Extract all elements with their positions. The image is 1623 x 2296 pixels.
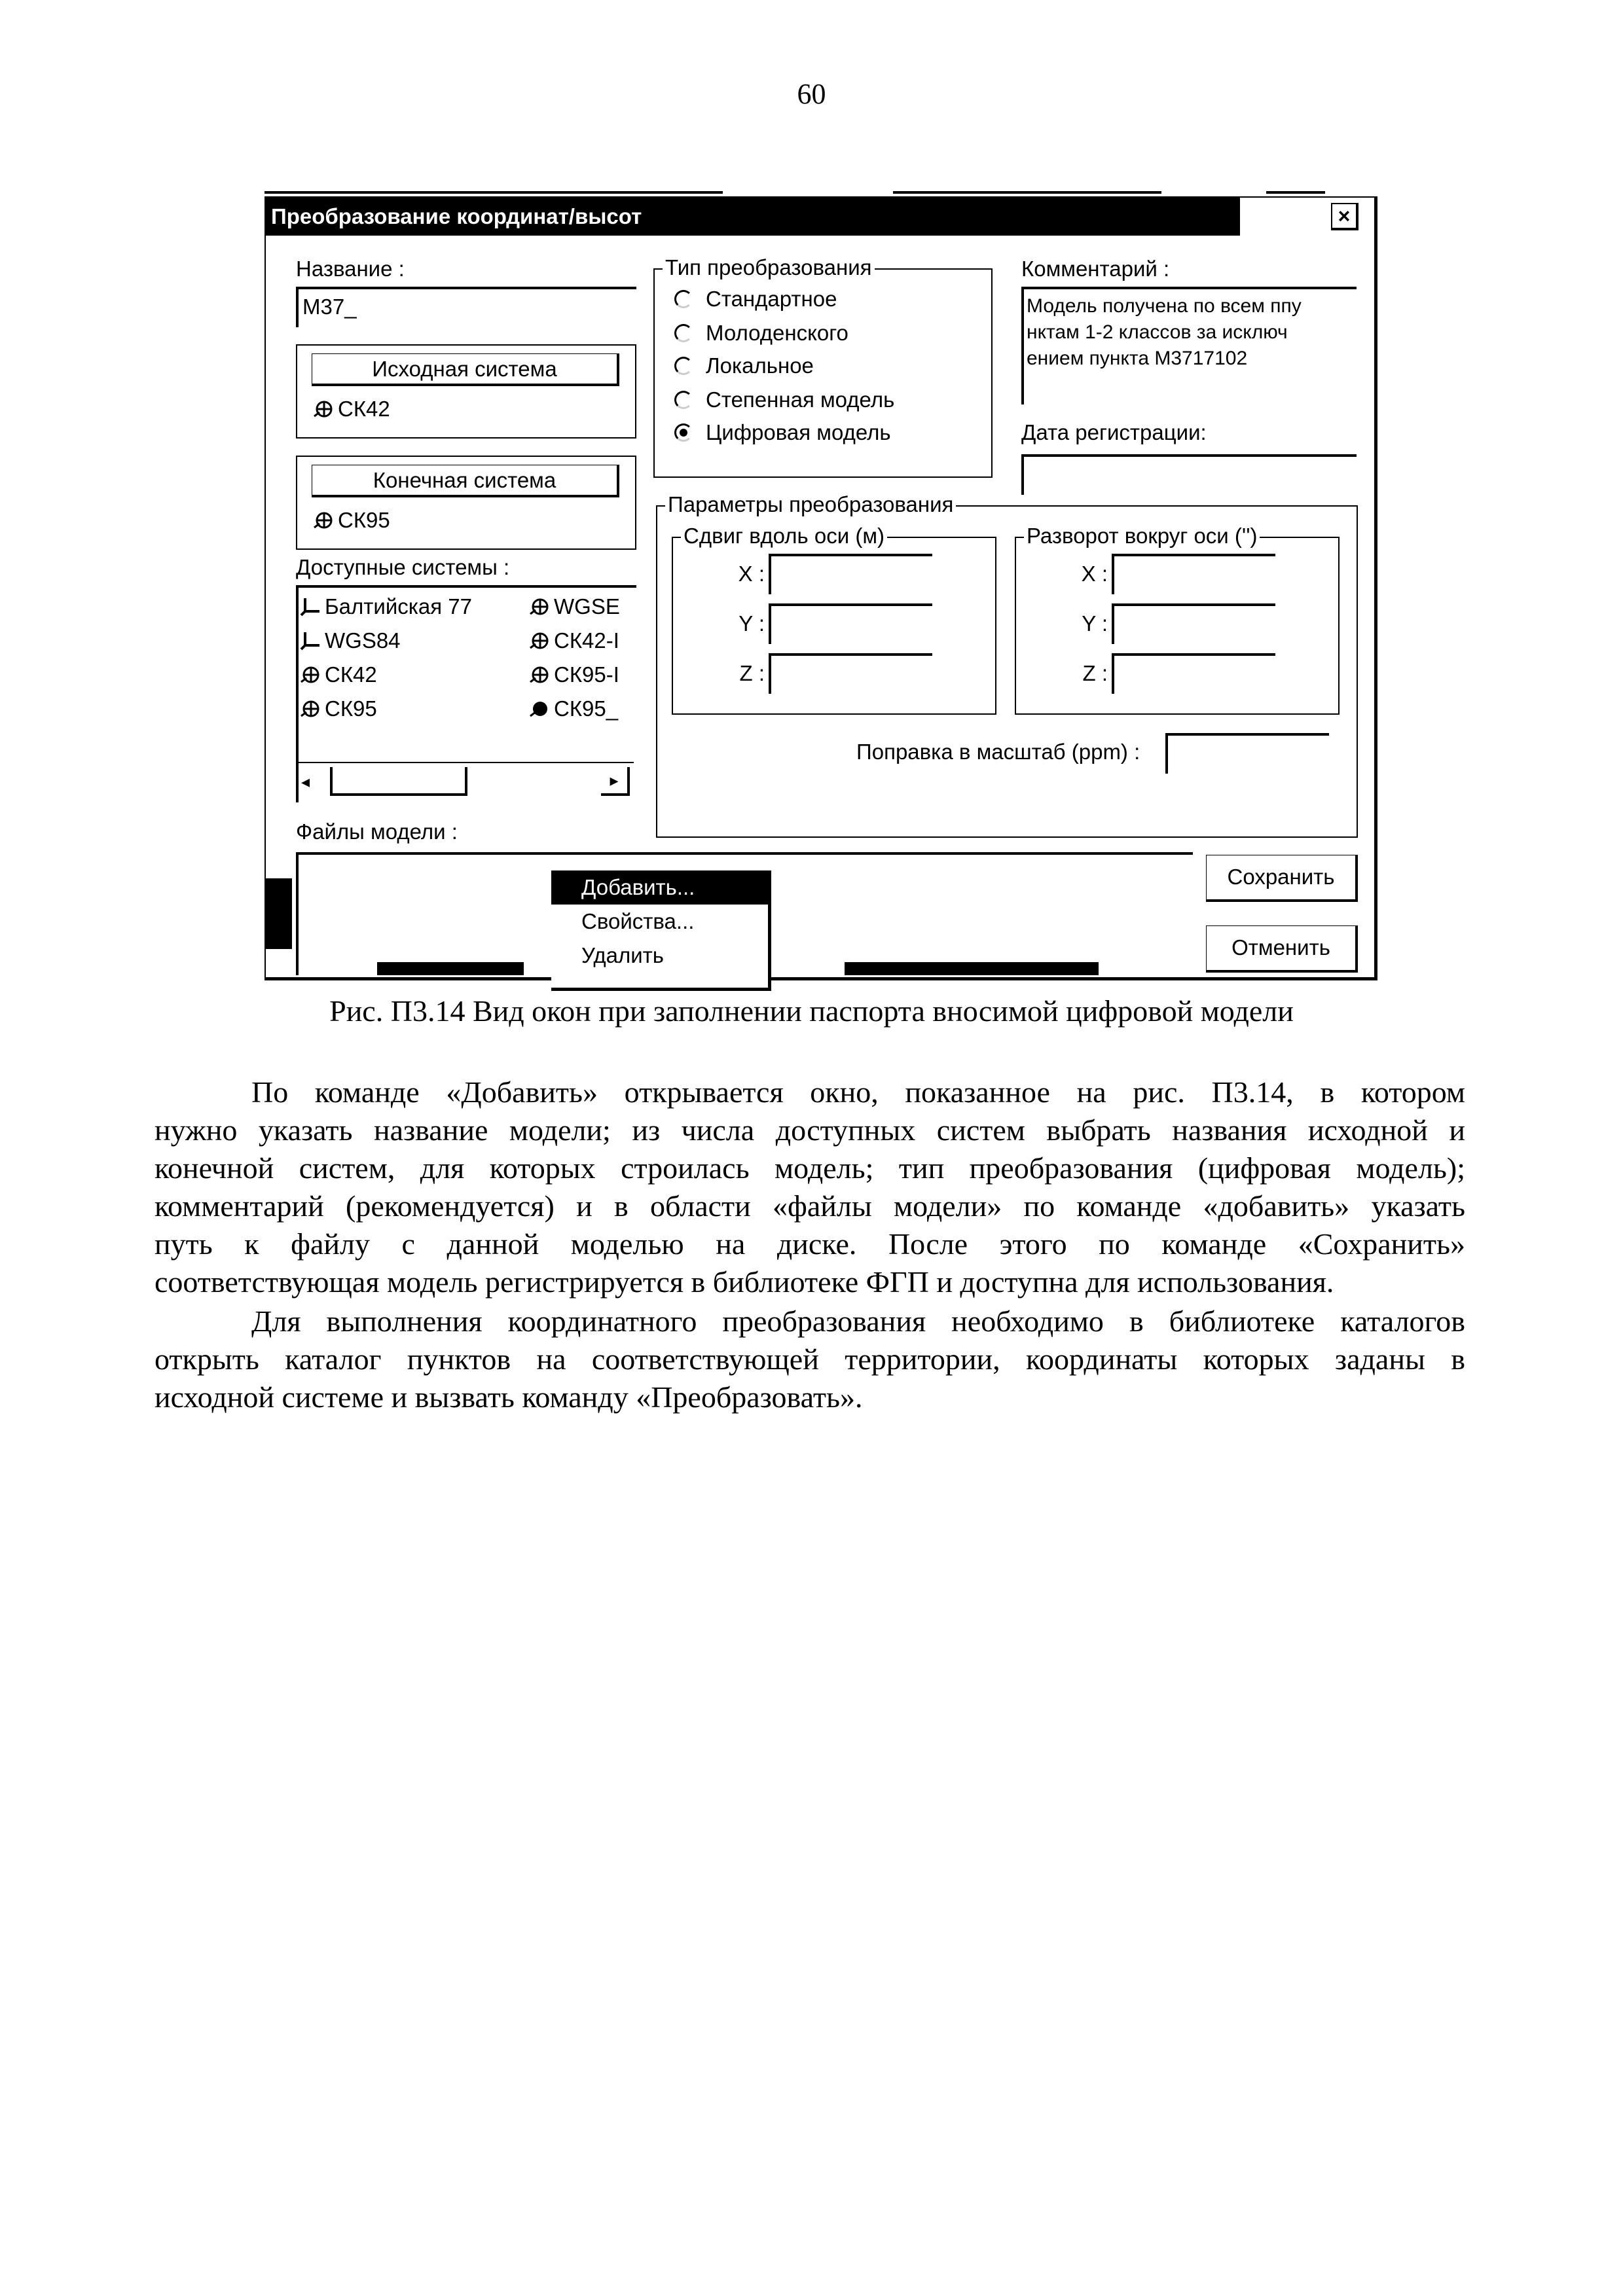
globe-system-icon bbox=[529, 631, 551, 651]
scale-label: Поправка в масштаб (ppm) : bbox=[856, 740, 1140, 764]
source-system-group bbox=[296, 344, 636, 439]
scan-artifact-block bbox=[266, 878, 292, 949]
save-button[interactable]: Сохранить bbox=[1206, 855, 1358, 902]
rotation-y-row: Y : bbox=[1068, 603, 1275, 644]
rotation-z-row: Z : bbox=[1068, 653, 1275, 694]
source-system-text: СК42 bbox=[338, 397, 390, 421]
transform-dialog bbox=[264, 196, 1377, 980]
shift-x-row: X : bbox=[725, 554, 932, 594]
radio-digital-model[interactable]: Цифровая модель bbox=[674, 418, 891, 448]
horizontal-scrollbar[interactable] bbox=[299, 762, 634, 800]
scroll-right-icon[interactable]: ▸ bbox=[601, 767, 630, 796]
list-item[interactable]: СК42-I bbox=[529, 628, 619, 653]
shift-z-input[interactable] bbox=[769, 653, 932, 694]
radio-selected-icon[interactable] bbox=[674, 423, 693, 442]
source-system-button[interactable]: Исходная система bbox=[312, 353, 619, 386]
target-system-value bbox=[313, 508, 390, 533]
comment-textarea[interactable]: Модель получена по всем ппу нктам 1-2 классов за исключ ением пункта M3717102 bbox=[1021, 287, 1357, 404]
target-system-group bbox=[296, 456, 636, 550]
target-system-button[interactable]: Конечная система bbox=[312, 465, 619, 497]
globe-system-icon bbox=[313, 511, 335, 530]
menu-item-properties[interactable]: Свойства... bbox=[581, 909, 695, 933]
radio-icon[interactable] bbox=[674, 324, 693, 342]
globe-system-icon bbox=[529, 597, 551, 617]
available-systems-list[interactable] bbox=[296, 585, 636, 802]
close-button[interactable]: × bbox=[1331, 203, 1359, 230]
shift-group bbox=[672, 524, 996, 715]
radio-icon[interactable] bbox=[674, 290, 693, 308]
globe-system-icon bbox=[300, 665, 322, 685]
globe-system-icon bbox=[529, 665, 551, 685]
scan-artifact-bar bbox=[377, 962, 524, 975]
rotation-label: Разворот вокруг оси ('') bbox=[1024, 524, 1260, 548]
radio-power-model[interactable]: Степенная модель bbox=[674, 385, 894, 415]
radio-standard[interactable]: Стандартное bbox=[674, 284, 837, 314]
files-label: Файлы модели : bbox=[296, 819, 458, 844]
axes-icon bbox=[300, 631, 322, 651]
source-system-value bbox=[313, 397, 390, 422]
cancel-button[interactable]: Отменить bbox=[1206, 925, 1358, 973]
rotation-y-input[interactable] bbox=[1112, 603, 1275, 644]
transform-type-group bbox=[653, 255, 993, 478]
radio-icon[interactable] bbox=[674, 357, 693, 375]
target-system-text: СК95 bbox=[338, 508, 390, 532]
rotation-x-row: X : bbox=[1068, 554, 1275, 594]
dialog-title: Преобразование координат/высот bbox=[266, 198, 1240, 236]
list-item[interactable]: Балтийская 77 bbox=[300, 594, 472, 619]
comment-label: Комментарий : bbox=[1021, 257, 1170, 281]
reg-date-input[interactable] bbox=[1021, 454, 1357, 495]
list-item[interactable]: WGS84 bbox=[300, 628, 401, 653]
list-item[interactable]: WGSE bbox=[529, 594, 620, 619]
shift-y-row: Y : bbox=[725, 603, 932, 644]
globe-system-icon bbox=[300, 699, 322, 719]
paragraph-2: Для выполнения координатного преобразования необходимо в библиотеке каталогов открыть каталог пунктов на соответствующей территории, координаты которых заданы в исходной системе и вызвать команду «Преобразовать». bbox=[155, 1304, 1465, 1414]
shift-z-row: Z : bbox=[725, 653, 932, 694]
available-systems-label: Доступные системы : bbox=[296, 555, 510, 579]
shift-x-input[interactable] bbox=[769, 554, 932, 594]
rotation-z-input[interactable] bbox=[1112, 653, 1275, 694]
menu-item-delete[interactable]: Удалить bbox=[581, 943, 664, 967]
name-input[interactable]: M37_ bbox=[296, 287, 636, 327]
radio-icon[interactable] bbox=[674, 391, 693, 409]
shift-label: Сдвиг вдоль оси (м) bbox=[681, 524, 887, 548]
list-item[interactable]: СК42 bbox=[300, 662, 377, 687]
scan-artifact-bar bbox=[845, 962, 1099, 975]
transform-type-label: Тип преобразования bbox=[663, 255, 875, 280]
reg-date-label: Дата регистрации: bbox=[1021, 420, 1207, 444]
list-item[interactable]: СК95-I bbox=[529, 662, 619, 687]
list-item[interactable]: СК95 bbox=[300, 696, 377, 721]
radio-local[interactable]: Локальное bbox=[674, 351, 814, 381]
figure-caption: Рис. П3.14 Вид окон при заполнении паспорта вносимой цифровой модели bbox=[329, 994, 1294, 1028]
list-item[interactable]: СК95_ bbox=[529, 696, 618, 721]
shift-y-input[interactable] bbox=[769, 603, 932, 644]
name-label: Название : bbox=[296, 257, 405, 281]
scroll-left-icon[interactable]: ◂ bbox=[301, 772, 310, 791]
context-menu bbox=[551, 870, 771, 991]
rotation-x-input[interactable] bbox=[1112, 554, 1275, 594]
globe-system-icon bbox=[313, 399, 335, 419]
page-number: 60 bbox=[797, 78, 826, 110]
radio-molodensky[interactable]: Молоденского bbox=[674, 318, 848, 348]
axes-icon bbox=[300, 597, 322, 617]
paragraph-1: По команде «Добавить» открывается окно, показанное на рис. П3.14, в котором нужно указать название модели; из числа доступных систем выбрать названия исходной и конечной систем, для которых строилась модель; тип преобразования (цифровая модель); комментарий (рекомендуется) и в области «файлы модели» по команде «добавить» указать путь к файлу с данной моделью на диске. После этого по команде «Сохранить» соответствующая модель регистрируется в библиотеке ФГП и доступна для использования. bbox=[155, 1075, 1465, 1299]
params-group bbox=[656, 492, 1358, 838]
menu-item-add[interactable]: Добавить... bbox=[551, 870, 768, 905]
scrollbar-thumb[interactable] bbox=[330, 767, 467, 796]
rotation-group bbox=[1015, 524, 1340, 715]
params-label: Параметры преобразования bbox=[665, 492, 956, 517]
globe-system-filled-icon bbox=[529, 699, 551, 719]
scale-input[interactable] bbox=[1165, 733, 1329, 774]
